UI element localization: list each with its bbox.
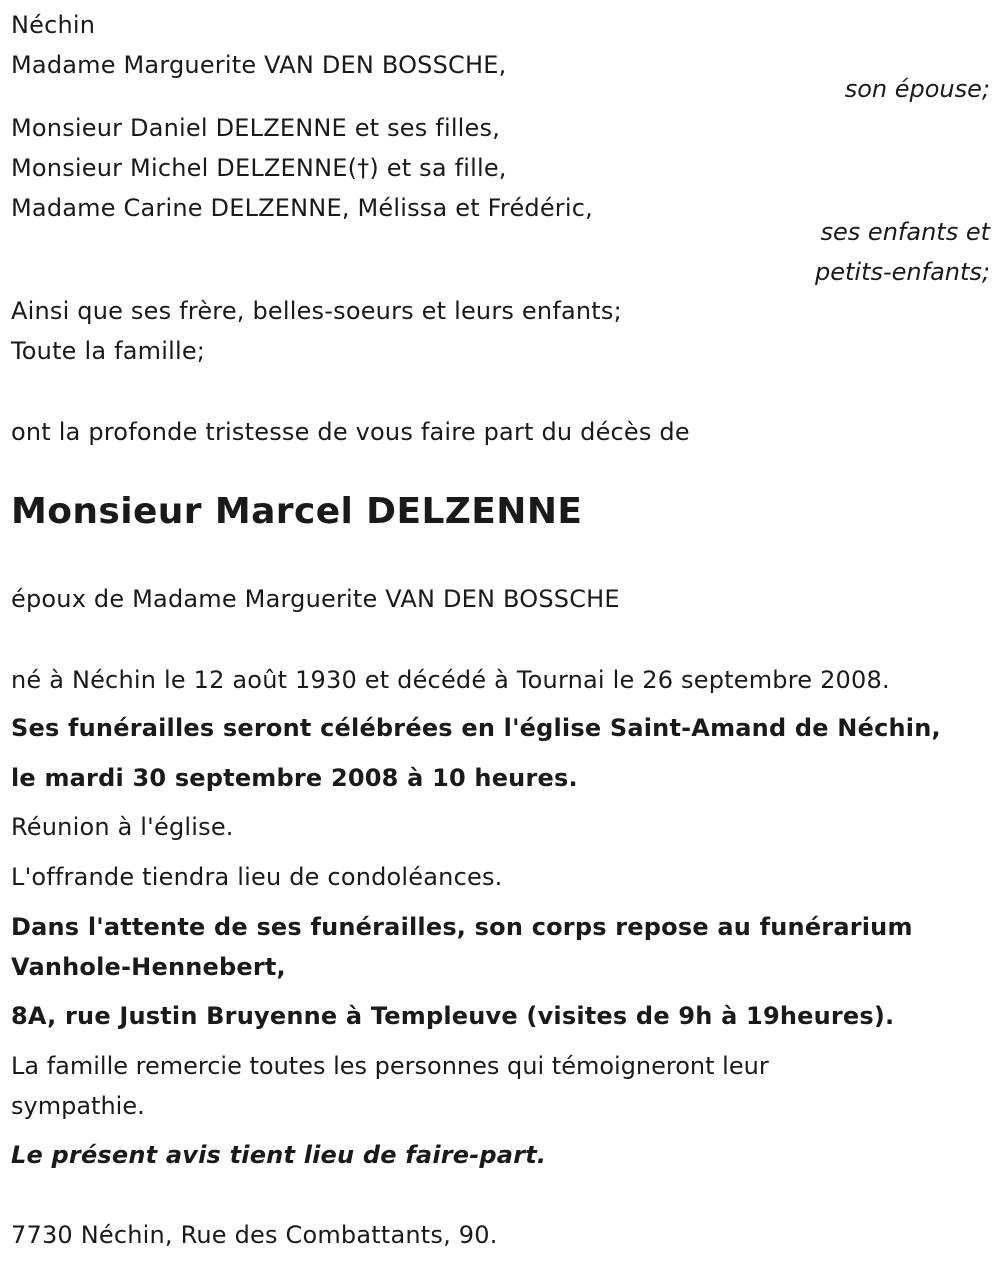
spouse-name: Madame Marguerite VAN DEN BOSSCHE, xyxy=(11,51,507,79)
rest-line-2: Vanhole-Hennebert, xyxy=(11,953,286,981)
spouse-of-line: époux de Madame Marguerite VAN DEN BOSSCHE xyxy=(11,585,620,613)
birth-death-line: né à Néchin le 12 août 1930 et décédé à Tournai le 26 septembre 2008. xyxy=(11,666,890,694)
family-line: Toute la famille; xyxy=(11,337,206,365)
rest-line-1: Dans l'attente de ses funérailles, son corps repose au funérarium xyxy=(11,913,913,941)
relatives-line: Ainsi que ses frère, belles-soeurs et leurs enfants; xyxy=(11,297,622,325)
funeral-church-line: Ses funérailles seront célébrées en l'église Saint-Amand de Néchin, xyxy=(11,714,941,742)
funeral-home-address: 8A, rue Justin Bruyenne à Templeuve (visites de 9h à 19heures). xyxy=(11,1002,895,1030)
thanks-text: La famille remercie toutes les personnes qui témoigneront leur sympathie. xyxy=(11,1052,769,1120)
children-role-line-1: ses enfants et xyxy=(820,218,990,246)
spouse-role: son épouse; xyxy=(844,75,990,103)
funeral-date-line: le mardi 30 septembre 2008 à 10 heures. xyxy=(11,764,578,792)
place-heading: Néchin xyxy=(11,11,96,39)
offering-line: L'offrande tiendra lieu de condoléances. xyxy=(11,863,503,891)
child-line-1: Monsieur Daniel DELZENNE et ses filles, xyxy=(11,114,501,142)
child-line-2: Monsieur Michel DELZENNE(†) et sa fille, xyxy=(11,154,507,182)
announcement-text: ont la profonde tristesse de vous faire part du décès de xyxy=(11,418,690,446)
footer-address: 7730 Néchin, Rue des Combattants, 90. xyxy=(11,1221,498,1249)
child-line-3: Madame Carine DELZENNE, Mélissa et Frédéric, xyxy=(11,194,593,222)
deceased-name: Monsieur Marcel DELZENNE xyxy=(11,491,583,532)
children-role-line-2: petits-enfants; xyxy=(815,258,990,286)
meeting-line: Réunion à l'église. xyxy=(11,813,234,841)
notice-text: Le présent avis tient lieu de faire-part. xyxy=(11,1141,547,1169)
